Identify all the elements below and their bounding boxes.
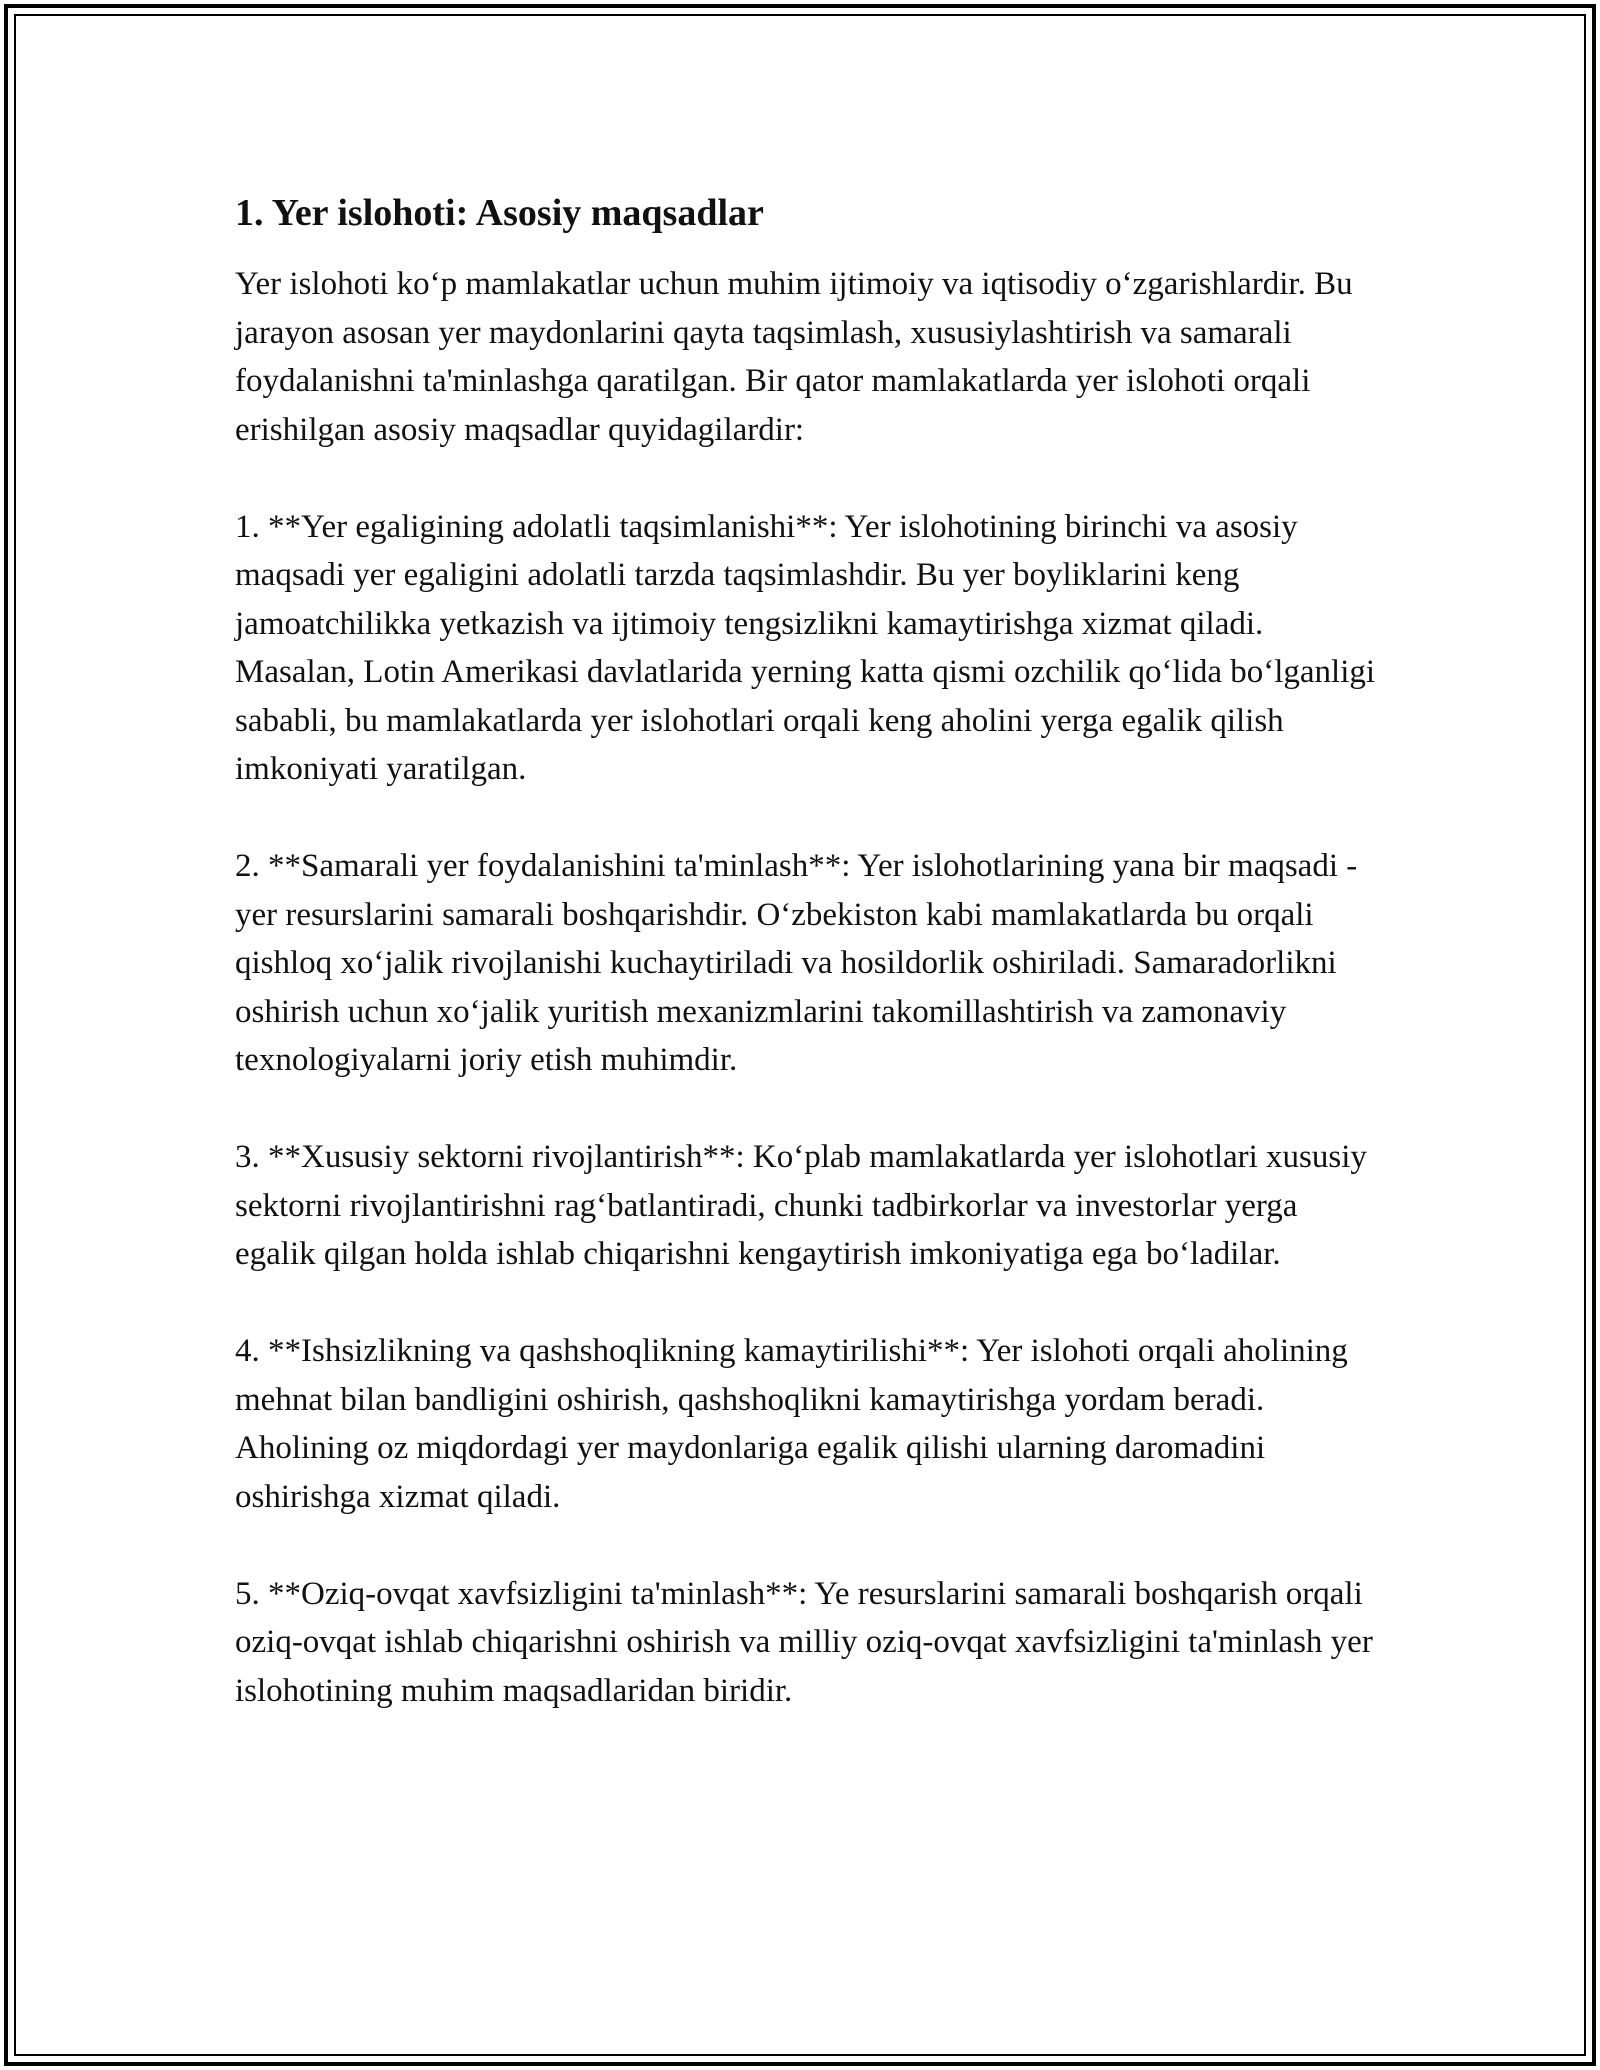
intro-paragraph: Yer islohoti ko‘p mamlakatlar uchun muhim ijtimoiy va iqtisodiy o‘zgarishlardir. Bu jarayon asosan yer maydonlarini qayta taqsimlash, xususiylashtirish va samarali foydalanishni ta'minlashga qaratilgan. Bir qator mamlakatlarda yer islohoti orqali erishilgan asosiy maqsadlar quyidagilardir: bbox=[235, 266, 1353, 448]
goal-paragraph-2: 2. **Samarali yer foydalanishini ta'minlash**: Yer islohotlarining yana bir maqsadi - yer resurslarini samarali boshqarishdir. O‘zbekiston kabi mamlakatlarda bu orqali qishloq xo‘jalik rivojlanishi kuchaytiriladi va hosildorlik oshiriladi. Samaradorlikni oshirish uchun xo‘jalik yuritish mexanizmlarini takomillashtirish va zamonaviy texnologiyalarni joriy etish muhimdir. bbox=[235, 848, 1358, 1078]
goal-paragraph-5: 5. **Oziq-ovqat xavfsizligini ta'minlash**: Ye resurslarini samarali boshqarish orqali oziq-ovqat ishlab chiqarishni oshirish va milliy oziq-ovqat xavfsizligini ta'minlash yer islohotining muhim maqsadlaridan biridir. bbox=[235, 1575, 1373, 1709]
goal-paragraph-4: 4. **Ishsizlikning va qashshoqlikning kamaytirilishi**: Yer islohoti orqali aholining mehnat bilan bandligini oshirish, qashshoqlikni kamaytirishga yordam beradi. Aholining oz miqdordagi yer maydonlariga egalik qilishi ularning daromadini oshirishga xizmat qiladi. bbox=[235, 1333, 1348, 1515]
goal-paragraph-3: 3. **Xususiy sektorni rivojlantirish**: Ko‘plab mamlakatlarda yer islohotlari xususiy sektorni rivojlantirishni rag‘batlantiradi, chunki tadbirkorlar va investorlar yerga egalik qilgan holda ishlab chiqarishni kengaytirish imkoniyatiga ega bo‘ladilar. bbox=[235, 1139, 1367, 1272]
goal-paragraph-1: 1. **Yer egaligining adolatli taqsimlanishi**: Yer islohotining birinchi va asosiy maqsadi yer egaligini adolatli tarzda taqsimlashdir. Bu yer boyliklarini keng jamoatchilikka yetkazish va ijtimoiy tengsizlikni kamaytirishga xizmat qiladi. Masalan, Lotin Amerikasi davlatlarida yerning katta qismi ozchilik qo‘lida bo‘lganligi sababli, bu mamlakatlarda yer islohotlari orqali keng aholini yerga egalik qilish imkoniyati yaratilgan. bbox=[235, 508, 1376, 787]
document-body bbox=[235, 188, 1385, 1764]
document-title: 1. Yer islohoti: Asosiy maqsadlar bbox=[235, 192, 764, 234]
